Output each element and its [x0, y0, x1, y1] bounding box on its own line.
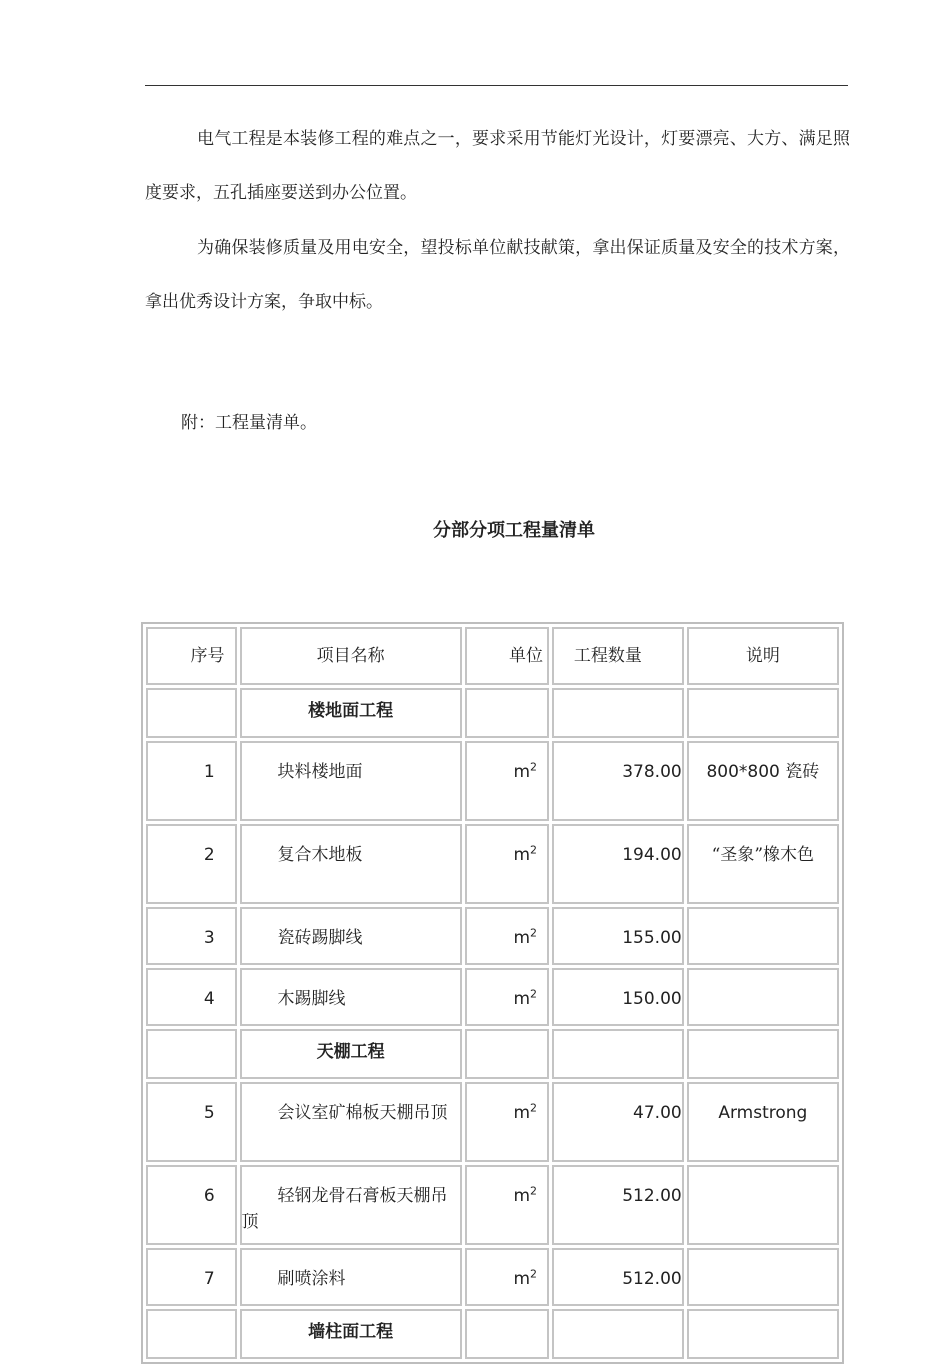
row-qty: 512.00 [552, 1248, 684, 1306]
row-note [687, 1248, 839, 1306]
row-qty: 47.00 [552, 1082, 684, 1162]
row-name: 块料楼地面 [240, 741, 462, 821]
row-unit: $m^2$ [465, 1165, 549, 1245]
table-row [146, 907, 839, 965]
intro-paragraph-electrical: 电气工程是本装修工程的难点之一，要求采用节能灯光设计，灯要漂亮、大方、满足照度要求，五孔插座要送到办公位置。 [145, 129, 850, 203]
row-no: 4 [146, 968, 237, 1026]
row-unit: $m^2$ [465, 741, 549, 821]
section-row [146, 688, 839, 738]
table-header-row [146, 627, 839, 685]
header-rule [145, 85, 848, 86]
table-row [146, 1248, 839, 1306]
row-unit: $m^2$ [465, 968, 549, 1026]
table-row [146, 968, 839, 1026]
row-unit: $m^2$ [465, 907, 549, 965]
row-qty: 150.00 [552, 968, 684, 1026]
header-name: 项目名称 [240, 627, 462, 685]
row-note [687, 968, 839, 1026]
row-name: 复合木地板 [240, 824, 462, 904]
row-no: 2 [146, 824, 237, 904]
table-row [146, 1082, 839, 1162]
row-name: 刷喷涂料 [240, 1248, 462, 1306]
header-no: 序号 [146, 627, 237, 685]
section-title: 楼地面工程 [240, 688, 462, 738]
row-note [687, 907, 839, 965]
row-unit: $m^2$ [465, 1248, 549, 1306]
section-title: 天棚工程 [240, 1029, 462, 1079]
section-row [146, 1029, 839, 1079]
row-name: 木踢脚线 [240, 968, 462, 1026]
table-row [146, 1165, 839, 1245]
section-row [146, 1309, 839, 1359]
row-note: 800*800 瓷砖 [687, 741, 839, 821]
row-no: 3 [146, 907, 237, 965]
row-qty: 378.00 [552, 741, 684, 821]
row-qty: 155.00 [552, 907, 684, 965]
row-qty: 512.00 [552, 1165, 684, 1245]
row-name: 轻钢龙骨石膏板天棚吊顶 [240, 1165, 462, 1245]
row-note: “圣象”橡木色 [687, 824, 839, 904]
intro-paragraph-quality: 为确保装修质量及用电安全，望投标单位献技献策，拿出保证质量及安全的技术方案，拿出优秀设计方案，争取中标。 [145, 238, 850, 312]
row-no: 5 [146, 1082, 237, 1162]
row-note [687, 1165, 839, 1245]
row-name: 会议室矿棉板天棚吊顶 [240, 1082, 462, 1162]
row-no: 1 [146, 741, 237, 821]
row-note: Armstrong [687, 1082, 839, 1162]
row-no: 7 [146, 1248, 237, 1306]
row-no: 6 [146, 1165, 237, 1245]
table-title: 分部分项工程量清单 [433, 520, 595, 541]
row-unit: $m^2$ [465, 824, 549, 904]
row-name: 瓷砖踢脚线 [240, 907, 462, 965]
appendix-note: 附：工程量清单。 [181, 413, 317, 433]
bill-of-quantities-table [141, 622, 844, 1364]
header-qty: 工程数量 [552, 627, 684, 685]
header-note: 说明 [687, 627, 839, 685]
row-qty: 194.00 [552, 824, 684, 904]
table-row [146, 824, 839, 904]
header-unit: 单位 [465, 627, 549, 685]
section-title: 墙柱面工程 [240, 1309, 462, 1359]
row-unit: $m^2$ [465, 1082, 549, 1162]
table-row [146, 741, 839, 821]
